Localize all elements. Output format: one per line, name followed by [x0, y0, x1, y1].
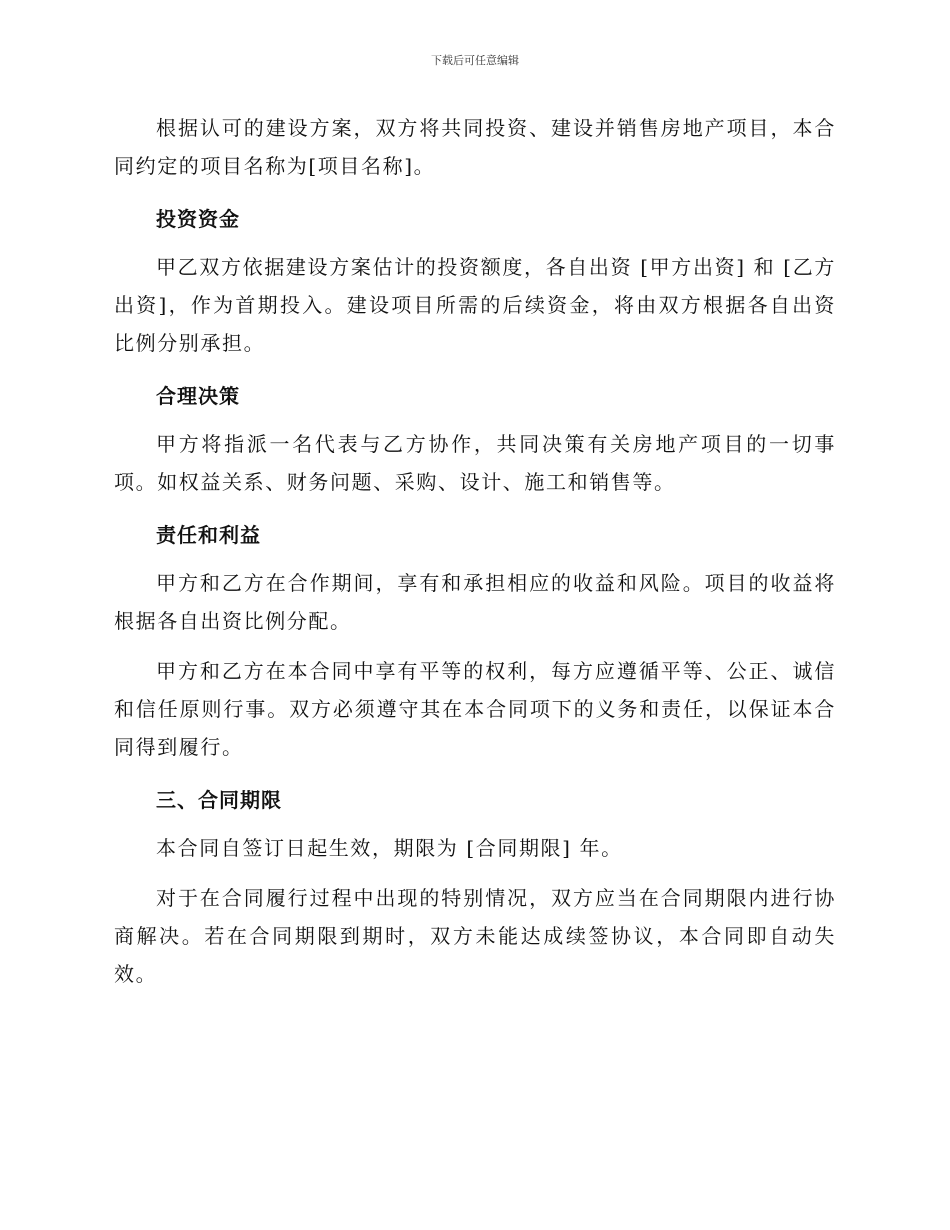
paragraph-equal-rights: 甲方和乙方在本合同中享有平等的权利，每方应遵循平等、公正、诚信和信任原则行事。双方必须遵守其在本合同项下的义务和责任，以保证本合同得到履行。 [114, 659, 836, 759]
paragraph-investment: 甲乙双方依据建设方案估计的投资额度，各自出资 [甲方出资] 和 [乙方出资]，作为首期投入。建设项目所需的后续资金，将由双方根据各自出资比例分别承担。 [114, 255, 836, 355]
page-header: 下载后可任意编辑 [431, 54, 519, 67]
paragraph-term: 本合同自签订日起生效，期限为 [合同期限] 年。 [156, 836, 623, 860]
section-heading-decision: 合理决策 [156, 384, 240, 408]
paragraph-decision: 甲方将指派一名代表与乙方协作，共同决策有关房地产项目的一切事项。如权益关系、财务问题、采购、设计、施工和销售等。 [114, 432, 836, 494]
document-body [114, 109, 836, 993]
paragraph-profit-sharing: 甲方和乙方在合作期间，享有和承担相应的收益和风险。项目的收益将根据各自出资比例分配。 [114, 571, 836, 633]
paragraph-project-name: 根据认可的建设方案，双方将共同投资、建设并销售房地产项目，本合同约定的项目名称为[项目名称]。 [114, 116, 836, 178]
section-heading-term: 三、合同期限 [156, 788, 282, 812]
section-heading-responsibility: 责任和利益 [156, 523, 261, 547]
paragraph-special-circumstances: 对于在合同履行过程中出现的特别情况，双方应当在合同期限内进行协商解决。若在合同期限到期时，双方未能达成续签协议，本合同即自动失效。 [114, 886, 836, 986]
section-heading-investment: 投资资金 [156, 207, 240, 231]
